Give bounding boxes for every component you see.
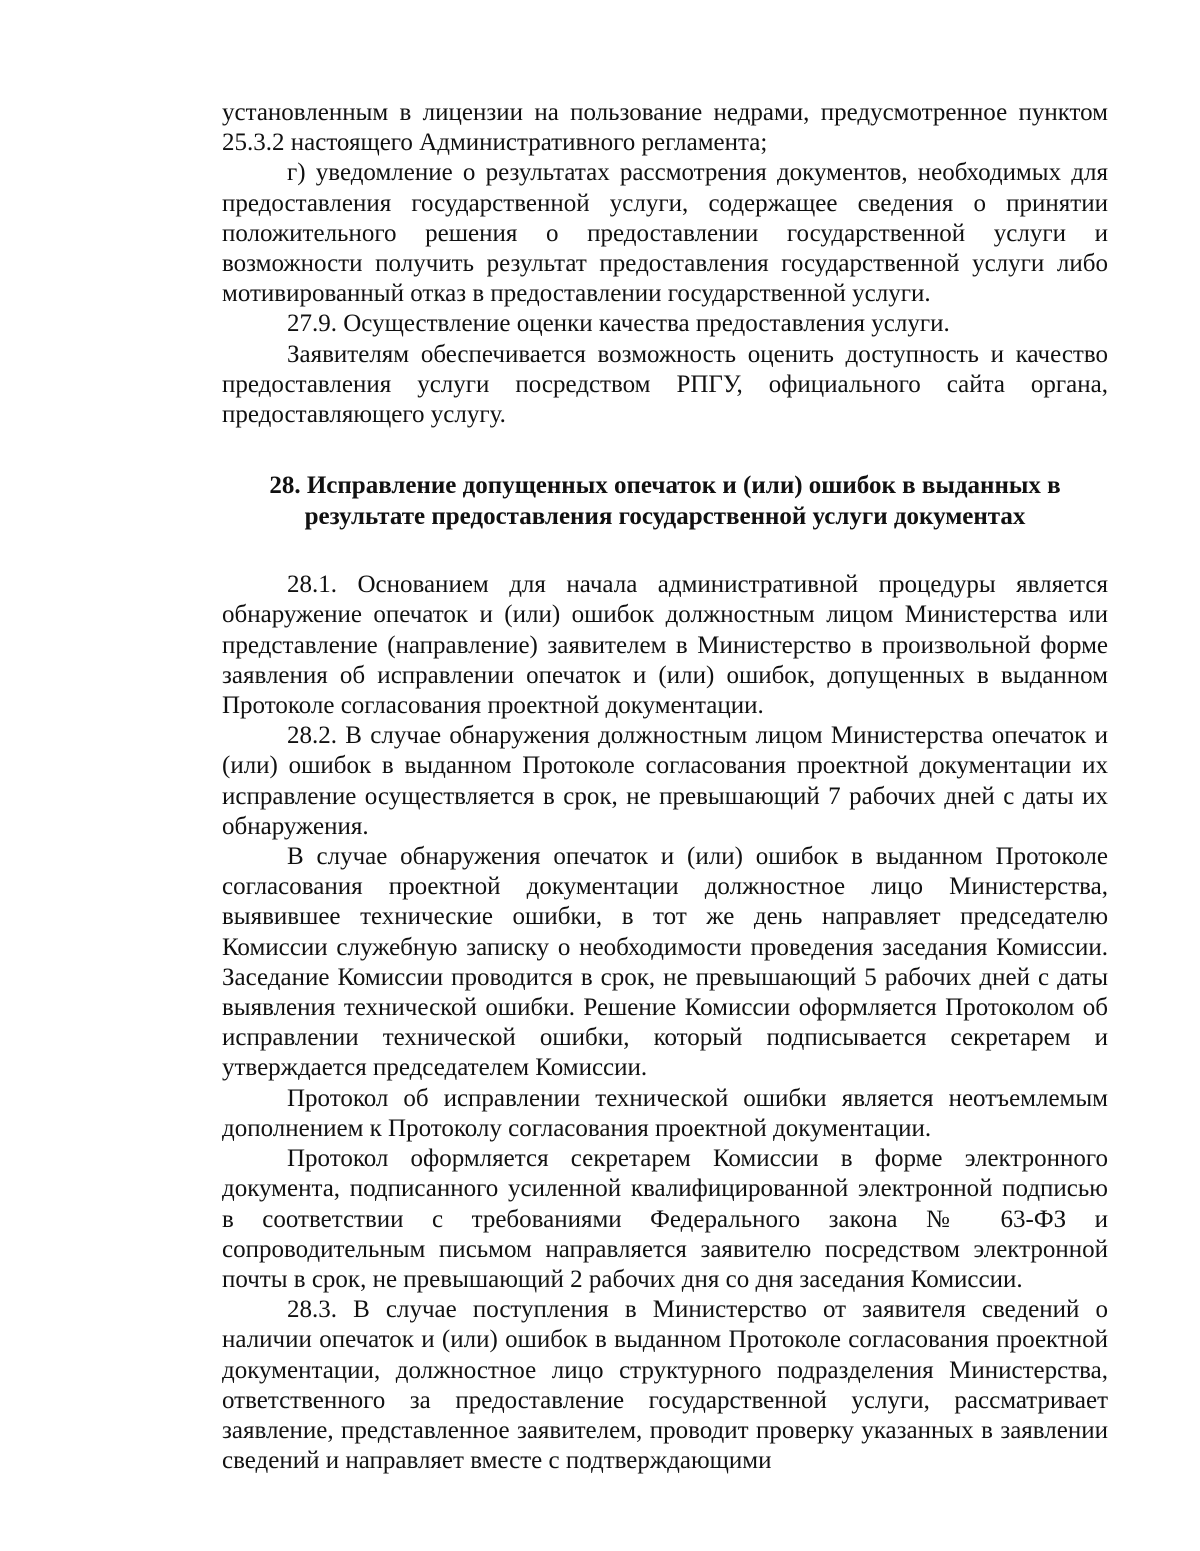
paragraph-protocol-addendum: Протокол об исправлении технической ошибки является неотъемлемым дополнением к Протоколу согласования проектной документации. (222, 1084, 1108, 1142)
paragraph-28-3: 28.3. В случае поступления в Министерство от заявителя сведений о наличии опечаток и (или) ошибок в выданном Протоколе согласования проектной документации, должностное лицо структурного подразделения Министерства, ответственного за предоставление государственной услуги, рассматривает заявление, представленное заявителем, проводит проверку указанных в заявлении сведений и направляет вместе с подтверждающими (222, 1296, 1108, 1475)
paragraph-28-2: 28.2. В случае обнаружения должностным лицом Министерства опечаток и (или) ошибок в выданном Протоколе согласования проектной документации их исправление осуществляется в срок, не превышающий 7 рабочих дней с даты их обнаружения. (222, 722, 1108, 840)
paragraph-28-1: 28.1. Основанием для начала административной процедуры является обнаружение опечаток и (или) ошибок должностным лицом Министерства или представление (направление) заявителем в Министерство в произвольной форме заявления об исправлении опечаток и (или) ошибок, допущенных в выданном Протоколе согласования проектной документации. (222, 571, 1108, 720)
paragraph-27-9: 27.9. Осуществление оценки качества предоставления услуги. (287, 310, 950, 338)
paragraph-commission: В случае обнаружения опечаток и (или) ошибок в выданном Протоколе согласования проектной документации должностное лицо Министерства, выявившее технические ошибки, в тот же день направляет председателю Комиссии служебную записку о необходимости проведения заседания Комиссии. Заседание Комиссии проводится в срок, не превышающий 5 рабочих дней с даты выявления технической ошибки. Решение Комиссии оформляется Протоколом об исправлении технической ошибки, который подписывается секретарем и утверждается председателем Комиссии. (222, 843, 1108, 1082)
document-page (222, 98, 1108, 1476)
paragraph-continuation: установленным в лицензии на пользование недрами, предусмотренное пунктом 25.3.2 настоящего Административного регламента; (222, 99, 1108, 157)
paragraph-item-g: г) уведомление о результатах рассмотрения документов, необходимых для предоставления государственной услуги, содержащее сведения о принятии положительного решения о предоставлении государственной услуги и возможности получить результат предоставления государственной услуги либо мотивированный отказ в предоставлении государственной услуги. (222, 159, 1108, 308)
section-heading-28: 28. Исправление допущенных опечаток и (или) ошибок в выданных в результате предоставления государственной услуги документах (269, 472, 1061, 531)
paragraph-quality-assessment: Заявителям обеспечивается возможность оценить доступность и качество предоставления услуги посредством РПГУ, официального сайта органа, предоставляющего услугу. (222, 340, 1108, 429)
paragraph-protocol-electronic: Протокол оформляется секретарем Комиссии в форме электронного документа, подписанного усиленной квалифицированной электронной подписью в соответствии с требованиями Федерального закона № 63-ФЗ и сопроводительным письмом направляется заявителю посредством электронной почты в срок, не превышающий 2 рабочих дня со дня заседания Комиссии. (222, 1145, 1108, 1293)
